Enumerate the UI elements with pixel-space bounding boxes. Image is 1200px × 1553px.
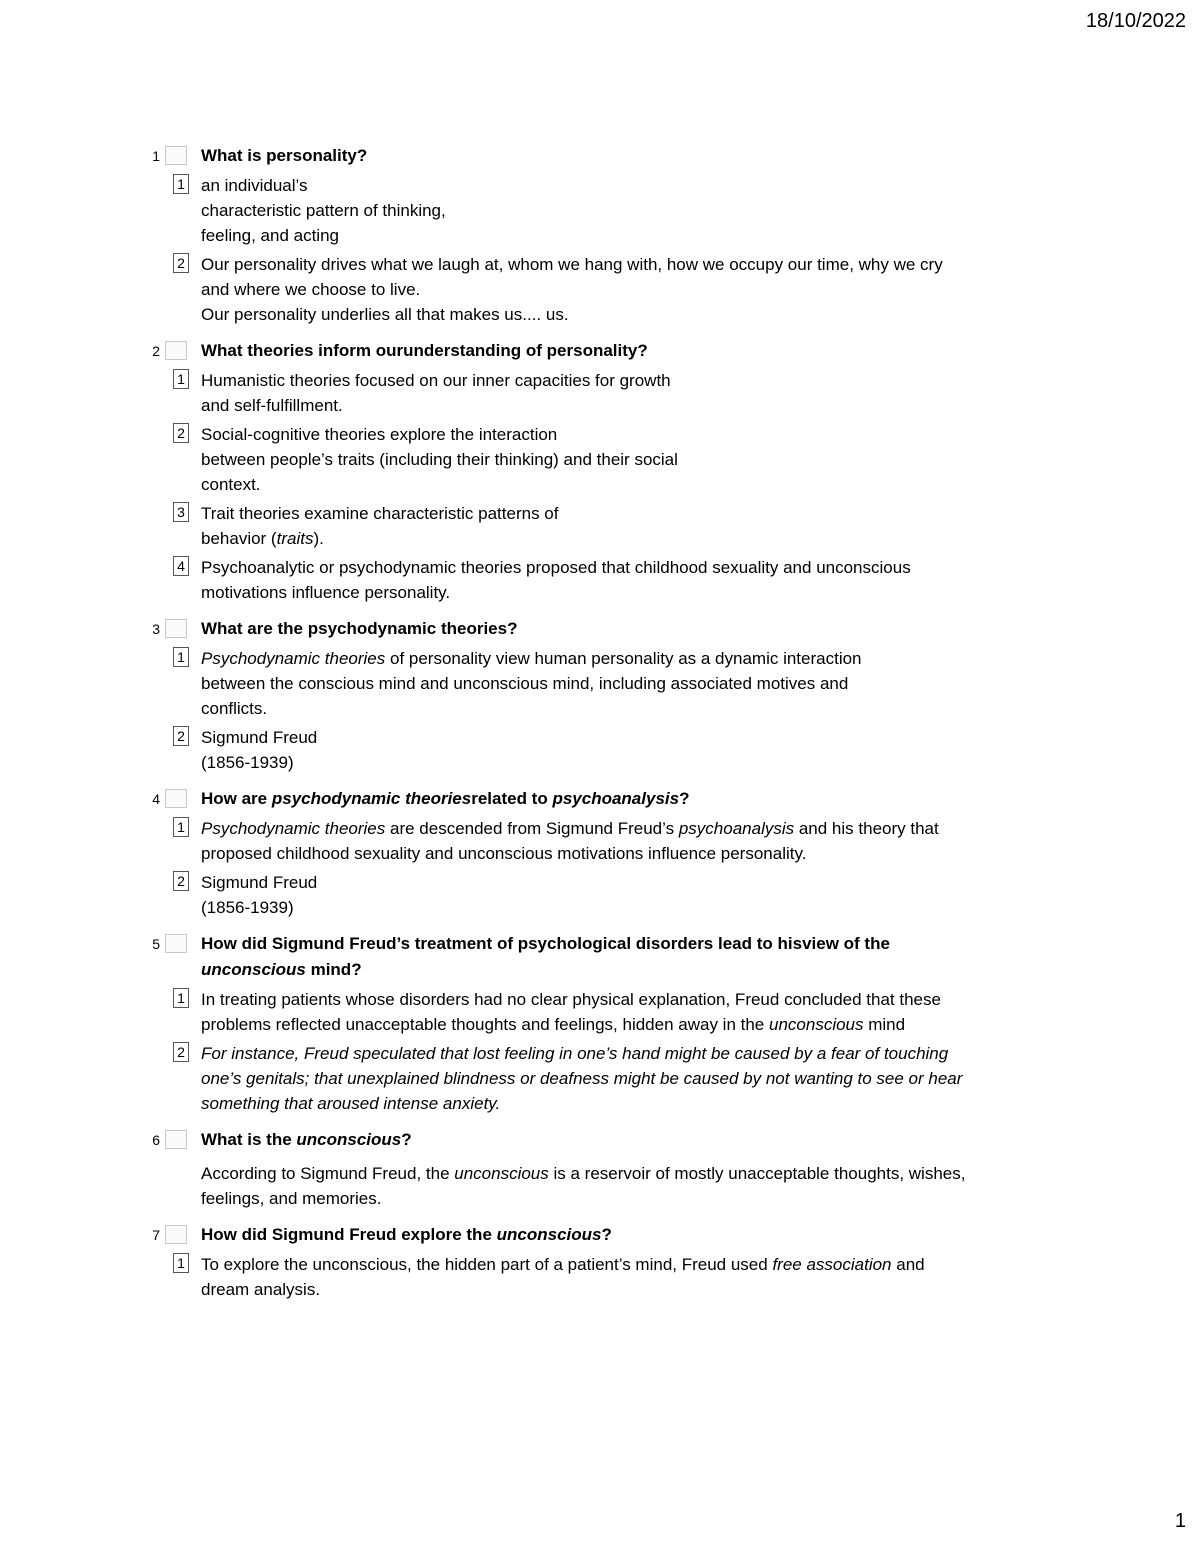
answer-item <box>0 173 1200 248</box>
text-segment: motivations influence personality. <box>201 583 451 602</box>
answer-text <box>201 1161 1081 1211</box>
card-checkbox[interactable] <box>165 146 187 165</box>
emphasis-text: psychoanalysis <box>552 789 680 808</box>
answer-item <box>0 1252 1200 1302</box>
emphasis-text: unconscious <box>454 1164 549 1183</box>
emphasis-text: unconscious <box>296 1130 402 1149</box>
answer-line <box>201 1066 1081 1091</box>
answer-text <box>201 987 1081 1037</box>
text-segment: ? <box>401 1130 412 1149</box>
answer-number-badge: 4 <box>173 556 189 576</box>
question-text <box>201 1222 961 1248</box>
text-segment: is a reservoir of mostly unacceptable thoughts, wishes, <box>548 1164 966 1183</box>
answer-item <box>0 816 1200 866</box>
page-number: 1 <box>1174 1510 1186 1532</box>
text-segment: Trait theories examine characteristic patterns of <box>201 504 559 523</box>
text-segment: mind <box>863 1015 906 1034</box>
question-text <box>201 931 961 983</box>
answer-line <box>201 447 1081 472</box>
card-checkbox[interactable] <box>165 619 187 638</box>
text-segment: of personality view human personality as a dynamic interaction <box>385 649 862 668</box>
answer-text <box>201 555 1081 605</box>
emphasis-text: free association <box>772 1255 892 1274</box>
answer-item <box>0 422 1200 497</box>
text-segment: related to <box>471 789 553 808</box>
answer-item <box>0 1041 1200 1116</box>
emphasis-text: unconscious <box>201 960 306 979</box>
text-segment: conflicts. <box>201 699 268 718</box>
answer-line <box>201 1277 1081 1302</box>
answer-line <box>201 1161 1081 1186</box>
text-segment: ? <box>601 1225 612 1244</box>
text-segment: feeling, and acting <box>201 226 339 245</box>
answer-item <box>0 987 1200 1037</box>
emphasis-text: psychoanalysis <box>678 819 795 838</box>
answer-text <box>201 725 1081 775</box>
answer-item <box>0 368 1200 418</box>
text-segment: and <box>891 1255 925 1274</box>
answer-line <box>201 1186 1081 1211</box>
flashcard <box>0 616 1200 775</box>
card-number: 6 <box>152 1132 160 1148</box>
answer-line <box>201 277 1081 302</box>
card-checkbox[interactable] <box>165 789 187 808</box>
answer-line <box>201 173 1081 198</box>
text-segment: understanding of personality? <box>403 341 648 360</box>
card-checkbox[interactable] <box>165 1130 187 1149</box>
text-segment: problems reflected unacceptable thoughts and feelings, hidden away in the <box>201 1015 769 1034</box>
text-segment: What theories inform our <box>201 341 404 360</box>
text-segment: Psychoanalytic or psychodynamic theories proposed that childhood sexuality and unconscious <box>201 558 911 577</box>
text-segment: proposed childhood sexuality and unconscious motivations influence personality. <box>201 844 807 863</box>
answer-line <box>201 841 1081 866</box>
answer-item <box>0 252 1200 327</box>
card-number: 4 <box>152 791 160 807</box>
question-line <box>403 341 648 360</box>
question-text <box>201 143 961 169</box>
answer-line <box>201 368 1081 393</box>
answer-line <box>201 526 1081 551</box>
emphasis-text: unconscious <box>496 1225 602 1244</box>
text-segment: ). <box>313 529 324 548</box>
answer-line <box>201 422 1081 447</box>
text-segment: are descended from Sigmund Freud’s <box>385 819 679 838</box>
text-segment: between the conscious mind and unconscious mind, including associated motives and <box>201 674 849 693</box>
text-segment: ? <box>679 789 690 808</box>
answer-text <box>201 368 1081 418</box>
answer-line <box>201 646 1081 671</box>
answer-item <box>0 1161 1200 1211</box>
emphasis-text: one’s genitals; that unexplained blindness or deafness might be caused by not wanting to see or hear <box>201 1069 963 1088</box>
emphasis-text: psychodynamic theories <box>271 789 472 808</box>
emphasis-text: Psychodynamic theories <box>201 649 386 668</box>
emphasis-text: something that aroused intense anxiety. <box>201 1094 501 1113</box>
question-text <box>201 1127 961 1153</box>
answer-line <box>201 750 1081 775</box>
text-segment: mind? <box>305 960 362 979</box>
answer-number-badge: 1 <box>173 1253 189 1273</box>
answer-line <box>201 725 1081 750</box>
flashcard <box>0 143 1200 327</box>
answer-line <box>201 198 1081 223</box>
answer-item <box>0 555 1200 605</box>
card-number: 5 <box>152 936 160 952</box>
question-line <box>201 789 471 808</box>
card-number: 1 <box>152 148 160 164</box>
emphasis-text: traits <box>276 529 314 548</box>
answer-number-badge: 3 <box>173 502 189 522</box>
card-number: 7 <box>152 1227 160 1243</box>
card-checkbox[interactable] <box>165 934 187 953</box>
answer-line <box>201 501 1081 526</box>
flashcard <box>0 786 1200 920</box>
answer-number-badge: 1 <box>173 174 189 194</box>
text-segment: How did Sigmund Freud explore the <box>201 1225 497 1244</box>
answer-line <box>201 1091 1081 1116</box>
text-segment: Social-cognitive theories explore the interaction <box>201 425 558 444</box>
text-segment: context. <box>201 475 261 494</box>
answer-text <box>201 816 1081 866</box>
answer-text <box>201 173 1081 248</box>
emphasis-text: Psychodynamic theories <box>201 819 386 838</box>
answer-line <box>201 555 1081 580</box>
answer-number-badge: 1 <box>173 988 189 1008</box>
answer-number-badge: 2 <box>173 423 189 443</box>
question-line <box>201 1130 412 1149</box>
text-segment: and self-fulfillment. <box>201 396 343 415</box>
card-number: 3 <box>152 621 160 637</box>
answer-item <box>0 870 1200 920</box>
text-segment: behavior ( <box>201 529 277 548</box>
answer-text <box>201 870 1081 920</box>
answer-number-badge: 2 <box>173 253 189 273</box>
question-text <box>201 786 961 812</box>
answer-line <box>201 223 1081 248</box>
text-segment: How did Sigmund Freud’s treatment of psychological disorders lead to his <box>201 934 803 953</box>
question-line <box>201 1225 612 1244</box>
page-date: 18/10/2022 <box>1085 10 1186 32</box>
answer-text <box>201 1252 1081 1302</box>
flashcard-list <box>0 143 1200 1313</box>
answer-line <box>201 696 1081 721</box>
answer-line <box>201 302 1081 327</box>
answer-item <box>0 501 1200 551</box>
flashcard <box>0 931 1200 1116</box>
answer-text <box>201 252 1081 327</box>
answer-line <box>201 671 1081 696</box>
emphasis-text: For instance, Freud speculated that lost feeling in one’s hand might be caused by a fear of touching <box>201 1044 949 1063</box>
answer-number-badge: 1 <box>173 369 189 389</box>
text-segment: Sigmund Freud <box>201 728 318 747</box>
text-segment: dream analysis. <box>201 1280 321 1299</box>
answer-item <box>0 646 1200 721</box>
answer-line <box>201 393 1081 418</box>
flashcard <box>0 1222 1200 1302</box>
text-segment: How are <box>201 789 272 808</box>
text-segment: What is personality? <box>201 146 368 165</box>
text-segment: (1856-1939) <box>201 898 294 917</box>
answer-item <box>0 725 1200 775</box>
answer-line <box>201 252 1081 277</box>
answer-text <box>201 646 1081 721</box>
text-segment: and his theory that <box>794 819 939 838</box>
question-text <box>201 338 961 364</box>
question-line <box>201 146 367 165</box>
question-text <box>201 616 961 642</box>
text-segment: an individual’s <box>201 176 308 195</box>
emphasis-text: unconscious <box>769 1015 864 1034</box>
answer-text <box>201 422 1081 497</box>
flashcard <box>0 1127 1200 1211</box>
card-checkbox[interactable] <box>165 341 187 360</box>
text-segment: Sigmund Freud <box>201 873 318 892</box>
text-segment: Our personality drives what we laugh at, whom we hang with, how we occupy our time, why we cry <box>201 255 943 274</box>
text-segment: characteristic pattern of thinking, <box>201 201 446 220</box>
answer-line <box>201 580 1081 605</box>
text-segment: (1856-1939) <box>201 753 294 772</box>
question-line <box>201 341 403 360</box>
text-segment: What is the <box>201 1130 297 1149</box>
question-line <box>471 789 689 808</box>
card-checkbox[interactable] <box>165 1225 187 1244</box>
card-number: 2 <box>152 343 160 359</box>
answer-number-badge: 2 <box>173 1042 189 1062</box>
answer-text <box>201 1041 1081 1116</box>
answer-text <box>201 501 1081 551</box>
text-segment: Our personality underlies all that makes us.... us. <box>201 305 569 324</box>
text-segment: view of the <box>802 934 890 953</box>
flashcard <box>0 338 1200 605</box>
answer-line <box>201 1041 1081 1066</box>
text-segment: What are the psychodynamic theories? <box>201 619 518 638</box>
answer-number-badge: 2 <box>173 871 189 891</box>
answer-number-badge: 2 <box>173 726 189 746</box>
question-line <box>201 934 802 953</box>
answer-line <box>201 1252 1081 1277</box>
question-line <box>201 619 517 638</box>
answer-line <box>201 816 1081 841</box>
answer-line <box>201 870 1081 895</box>
text-segment: feelings, and memories. <box>201 1189 382 1208</box>
text-segment: To explore the unconscious, the hidden part of a patient’s mind, Freud used <box>201 1255 773 1274</box>
text-segment: In treating patients whose disorders had no clear physical explanation, Freud concluded that these <box>201 990 941 1009</box>
answer-line <box>201 987 1081 1012</box>
answer-line <box>201 472 1081 497</box>
text-segment: and where we choose to live. <box>201 280 421 299</box>
text-segment: between people’s traits (including their thinking) and their social <box>201 450 678 469</box>
answer-line <box>201 895 1081 920</box>
answer-line <box>201 1012 1081 1037</box>
text-segment: Humanistic theories focused on our inner capacities for growth <box>201 371 671 390</box>
answer-number-badge: 1 <box>173 647 189 667</box>
answer-number-badge: 1 <box>173 817 189 837</box>
text-segment: According to Sigmund Freud, the <box>201 1164 455 1183</box>
